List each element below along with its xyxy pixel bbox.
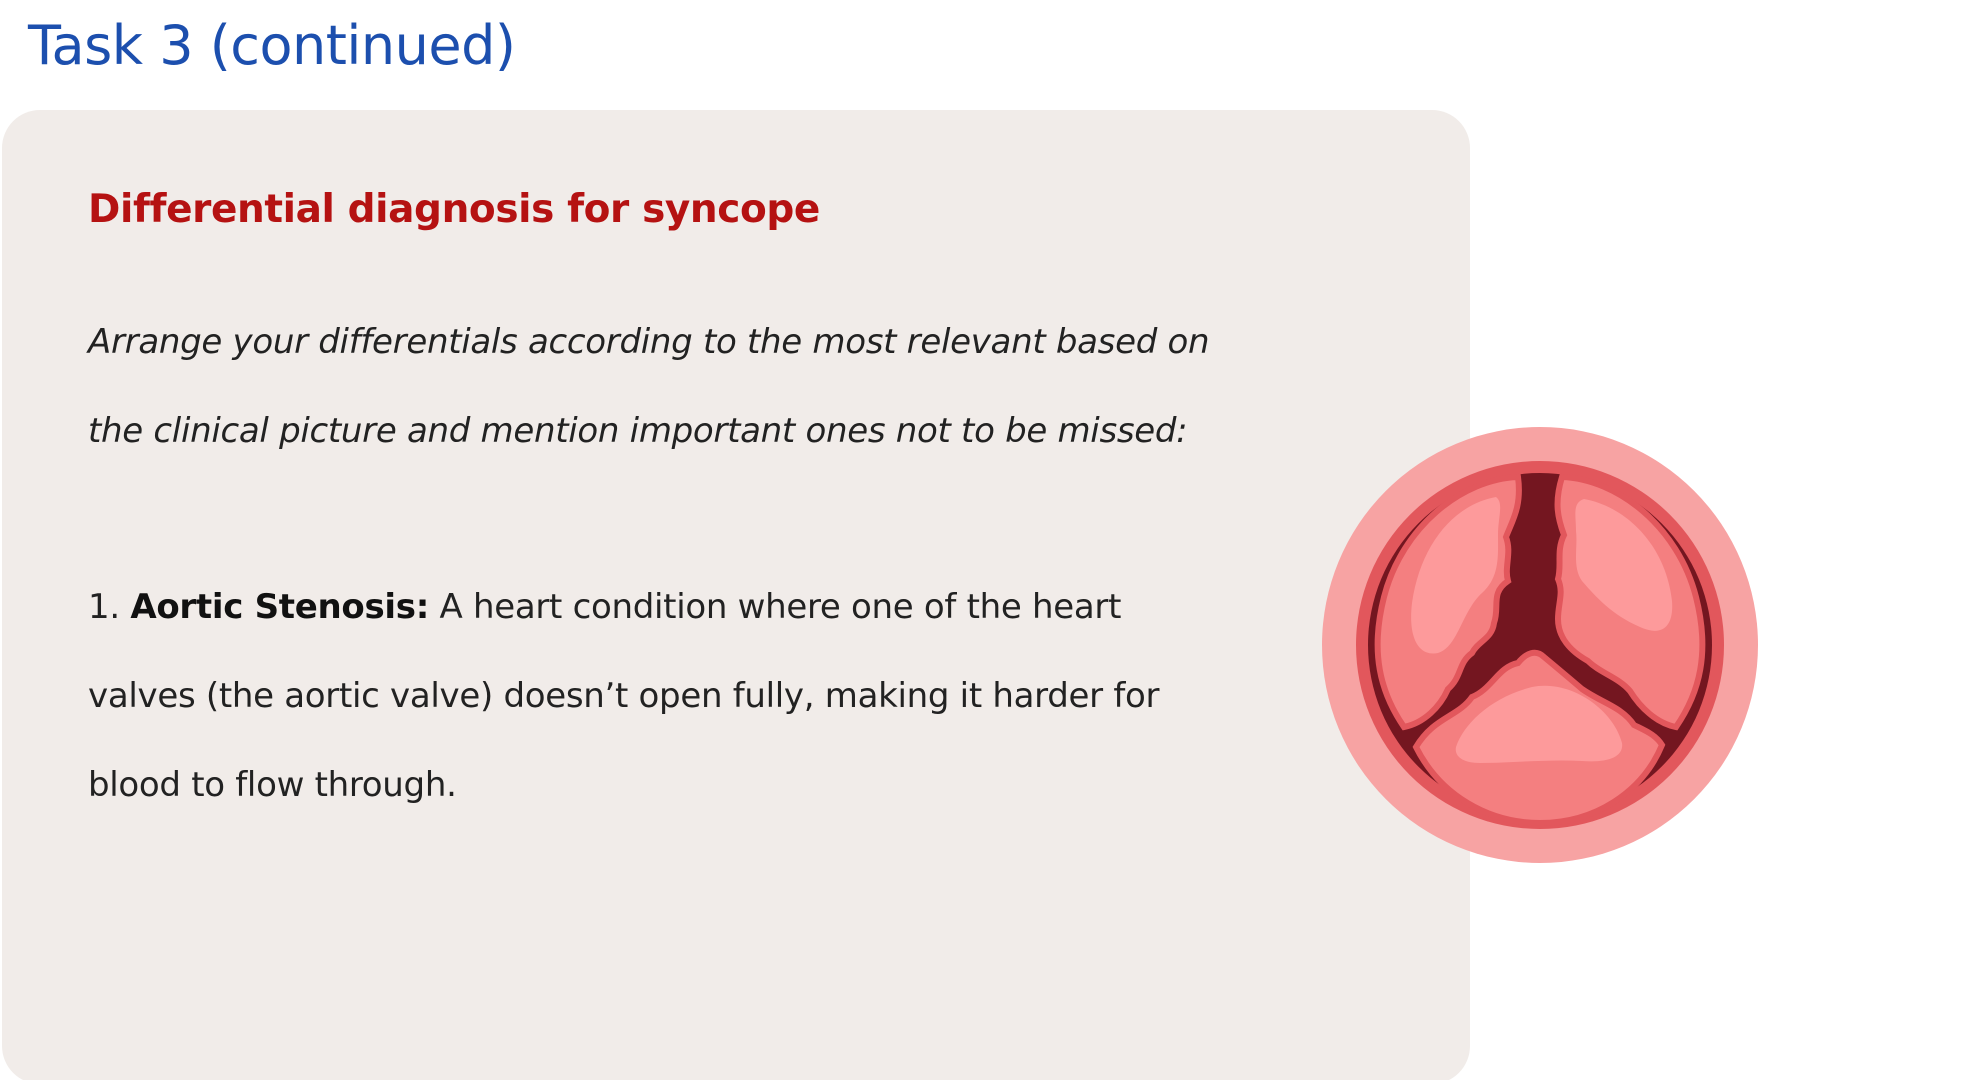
aortic-valve-illustration — [1322, 427, 1758, 863]
item-description: A heart condition where one of the heart valves (the aortic valve) doesn’t open fully, making it harder for blood to flow through. — [88, 587, 1160, 805]
page-title: Task 3 (continued) — [28, 14, 516, 77]
list-item — [88, 563, 1208, 830]
content-card — [2, 110, 1470, 1080]
item-term: Aortic Stenosis: — [130, 587, 429, 627]
card-heading: Differential diagnosis for syncope — [88, 187, 820, 232]
item-number: 1. — [88, 587, 120, 627]
instructions-text: Arrange your differentials according to the most relevant based on the clinical picture and mention important ones not to be missed: — [88, 322, 1210, 451]
